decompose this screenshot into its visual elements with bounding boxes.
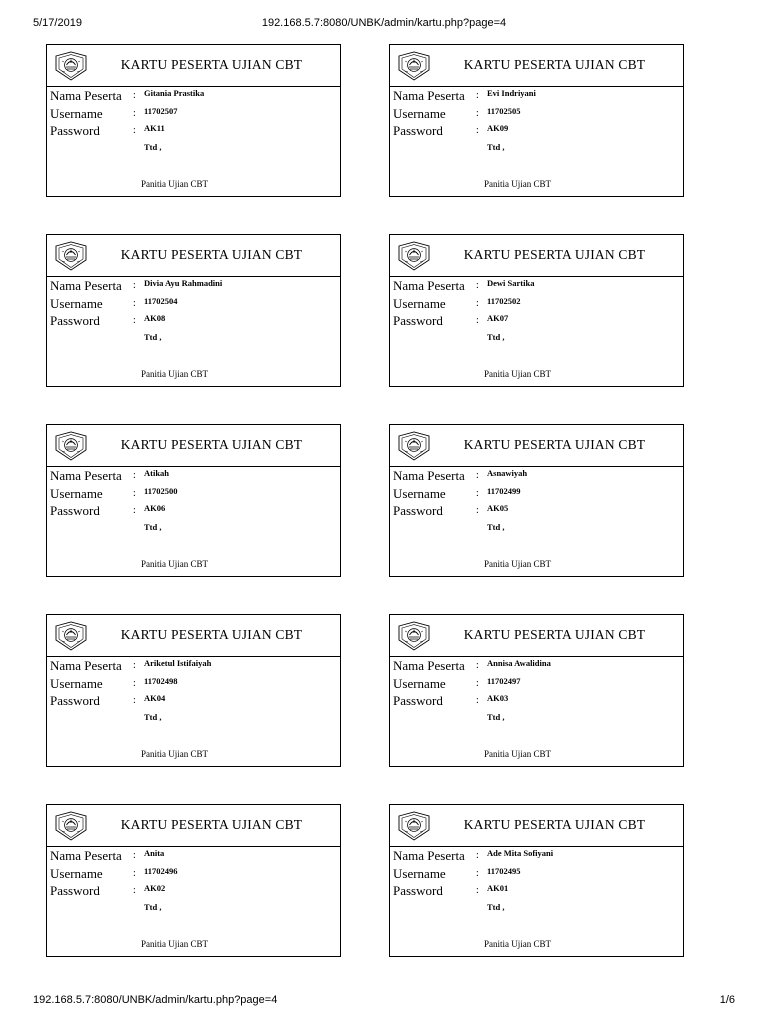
password-label: Password: [393, 883, 443, 898]
name-label: Nama Peserta: [393, 848, 465, 863]
password-label: Password: [393, 503, 443, 518]
signature-label: Ttd ,: [144, 142, 162, 152]
signature-label: Ttd ,: [144, 332, 162, 342]
password-label: Password: [50, 123, 100, 138]
name-label: Nama Peserta: [50, 848, 122, 863]
print-url: 192.168.5.7:8080/UNBK/admin/kartu.php?page=4: [261, 17, 507, 29]
username-colon: :: [133, 488, 136, 499]
participant-username: 11702505: [487, 106, 521, 116]
participant-name: Atikah: [144, 468, 170, 478]
print-date: 5/17/2019: [33, 17, 82, 29]
name-colon: :: [133, 470, 136, 481]
committee-label: Panitia Ujian CBT: [141, 559, 208, 569]
username-colon: :: [476, 868, 479, 879]
card-title: KARTU PESERTA UJIAN CBT: [463, 437, 646, 452]
name-label: Nama Peserta: [393, 468, 465, 483]
page-number: 1/6: [719, 994, 735, 1006]
signature-label: Ttd ,: [487, 332, 505, 342]
participant-card: [46, 804, 341, 957]
participant-name: Dewi Sartika: [487, 278, 535, 288]
participant-password: AK07: [487, 313, 509, 323]
username-label: Username: [50, 486, 103, 501]
participant-name: Ade Mita Sofiyani: [487, 848, 554, 858]
name-label: Nama Peserta: [50, 658, 122, 673]
username-label: Username: [393, 866, 446, 881]
card-title: KARTU PESERTA UJIAN CBT: [120, 817, 303, 832]
card-title: KARTU PESERTA UJIAN CBT: [120, 627, 303, 642]
participant-password: AK03: [487, 693, 509, 703]
name-label: Nama Peserta: [393, 88, 465, 103]
username-label: Username: [393, 106, 446, 121]
participant-name: Ariketul Istifaiyah: [144, 658, 212, 668]
password-label: Password: [393, 313, 443, 328]
password-colon: :: [476, 695, 479, 706]
name-colon: :: [133, 850, 136, 861]
password-colon: :: [476, 315, 479, 326]
username-colon: :: [476, 488, 479, 499]
participant-username: 11702499: [487, 486, 521, 496]
password-colon: :: [133, 885, 136, 896]
participant-password: AK08: [144, 313, 166, 323]
participant-username: 11702500: [144, 486, 178, 496]
participant-name: Divia Ayu Rahmadini: [144, 278, 223, 288]
committee-label: Panitia Ujian CBT: [484, 749, 551, 759]
committee-label: Panitia Ujian CBT: [484, 939, 551, 949]
signature-label: Ttd ,: [144, 902, 162, 912]
username-label: Username: [393, 676, 446, 691]
participant-card: [389, 234, 684, 387]
print-footer: [0, 994, 768, 1008]
title-divider: [390, 276, 683, 277]
participant-name: Asnawiyah: [487, 468, 528, 478]
committee-label: Panitia Ujian CBT: [141, 749, 208, 759]
name-label: Nama Peserta: [393, 658, 465, 673]
participant-username: 11702507: [144, 106, 178, 116]
name-label: Nama Peserta: [50, 278, 122, 293]
name-colon: :: [476, 280, 479, 291]
committee-label: Panitia Ujian CBT: [141, 939, 208, 949]
username-colon: :: [133, 298, 136, 309]
participant-username: 11702495: [487, 866, 521, 876]
card-title: KARTU PESERTA UJIAN CBT: [463, 57, 646, 72]
participant-username: 11702504: [144, 296, 178, 306]
participant-password: AK11: [144, 123, 165, 133]
name-label: Nama Peserta: [50, 468, 122, 483]
participant-name: Anita: [144, 848, 165, 858]
participant-username: 11702496: [144, 866, 178, 876]
password-colon: :: [133, 125, 136, 136]
card-title: KARTU PESERTA UJIAN CBT: [120, 57, 303, 72]
signature-label: Ttd ,: [144, 522, 162, 532]
username-colon: :: [133, 868, 136, 879]
title-divider: [390, 86, 683, 87]
participant-name: Annisa Awalidina: [487, 658, 551, 668]
name-label: Nama Peserta: [50, 88, 122, 103]
participant-username: 11702498: [144, 676, 178, 686]
participant-card: [389, 804, 684, 957]
participant-card: [46, 44, 341, 197]
password-label: Password: [393, 123, 443, 138]
committee-label: Panitia Ujian CBT: [141, 179, 208, 189]
participant-password: AK05: [487, 503, 509, 513]
password-colon: :: [133, 505, 136, 516]
name-colon: :: [133, 660, 136, 671]
title-divider: [47, 466, 340, 467]
participant-card: [46, 234, 341, 387]
password-colon: :: [133, 695, 136, 706]
participant-password: AK04: [144, 693, 166, 703]
participant-card: [46, 424, 341, 577]
card-title: KARTU PESERTA UJIAN CBT: [463, 817, 646, 832]
name-colon: :: [133, 280, 136, 291]
participant-card: [46, 614, 341, 767]
signature-label: Ttd ,: [487, 902, 505, 912]
participant-password: AK01: [487, 883, 509, 893]
username-label: Username: [50, 676, 103, 691]
password-label: Password: [50, 313, 100, 328]
signature-label: Ttd ,: [487, 712, 505, 722]
title-divider: [47, 846, 340, 847]
participant-username: 11702497: [487, 676, 521, 686]
title-divider: [390, 466, 683, 467]
card-title: KARTU PESERTA UJIAN CBT: [120, 247, 303, 262]
committee-label: Panitia Ujian CBT: [484, 369, 551, 379]
name-colon: :: [476, 470, 479, 481]
username-colon: :: [133, 678, 136, 689]
password-label: Password: [393, 693, 443, 708]
name-colon: :: [476, 660, 479, 671]
name-label: Nama Peserta: [393, 278, 465, 293]
password-label: Password: [50, 503, 100, 518]
signature-label: Ttd ,: [487, 522, 505, 532]
signature-label: Ttd ,: [487, 142, 505, 152]
username-colon: :: [476, 108, 479, 119]
username-colon: :: [133, 108, 136, 119]
participant-name: Gitania Prastika: [144, 88, 205, 98]
username-colon: :: [476, 298, 479, 309]
password-colon: :: [476, 885, 479, 896]
committee-label: Panitia Ujian CBT: [141, 369, 208, 379]
password-colon: :: [133, 315, 136, 326]
name-colon: :: [133, 90, 136, 101]
signature-label: Ttd ,: [144, 712, 162, 722]
participant-username: 11702502: [487, 296, 521, 306]
participant-password: AK02: [144, 883, 166, 893]
participant-card: [389, 44, 684, 197]
name-colon: :: [476, 90, 479, 101]
password-label: Password: [50, 883, 100, 898]
card-title: KARTU PESERTA UJIAN CBT: [120, 437, 303, 452]
password-label: Password: [50, 693, 100, 708]
footer-url: 192.168.5.7:8080/UNBK/admin/kartu.php?page=4: [33, 994, 278, 1006]
card-title: KARTU PESERTA UJIAN CBT: [463, 627, 646, 642]
committee-label: Panitia Ujian CBT: [484, 559, 551, 569]
participant-card: [389, 424, 684, 577]
password-colon: :: [476, 125, 479, 136]
password-colon: :: [476, 505, 479, 516]
participant-name: Evi Indriyani: [487, 88, 536, 98]
participant-password: AK06: [144, 503, 166, 513]
username-colon: :: [476, 678, 479, 689]
username-label: Username: [393, 486, 446, 501]
username-label: Username: [50, 866, 103, 881]
username-label: Username: [50, 296, 103, 311]
username-label: Username: [393, 296, 446, 311]
participant-password: AK09: [487, 123, 509, 133]
committee-label: Panitia Ujian CBT: [484, 179, 551, 189]
participant-card: [389, 614, 684, 767]
name-colon: :: [476, 850, 479, 861]
username-label: Username: [50, 106, 103, 121]
card-title: KARTU PESERTA UJIAN CBT: [463, 247, 646, 262]
